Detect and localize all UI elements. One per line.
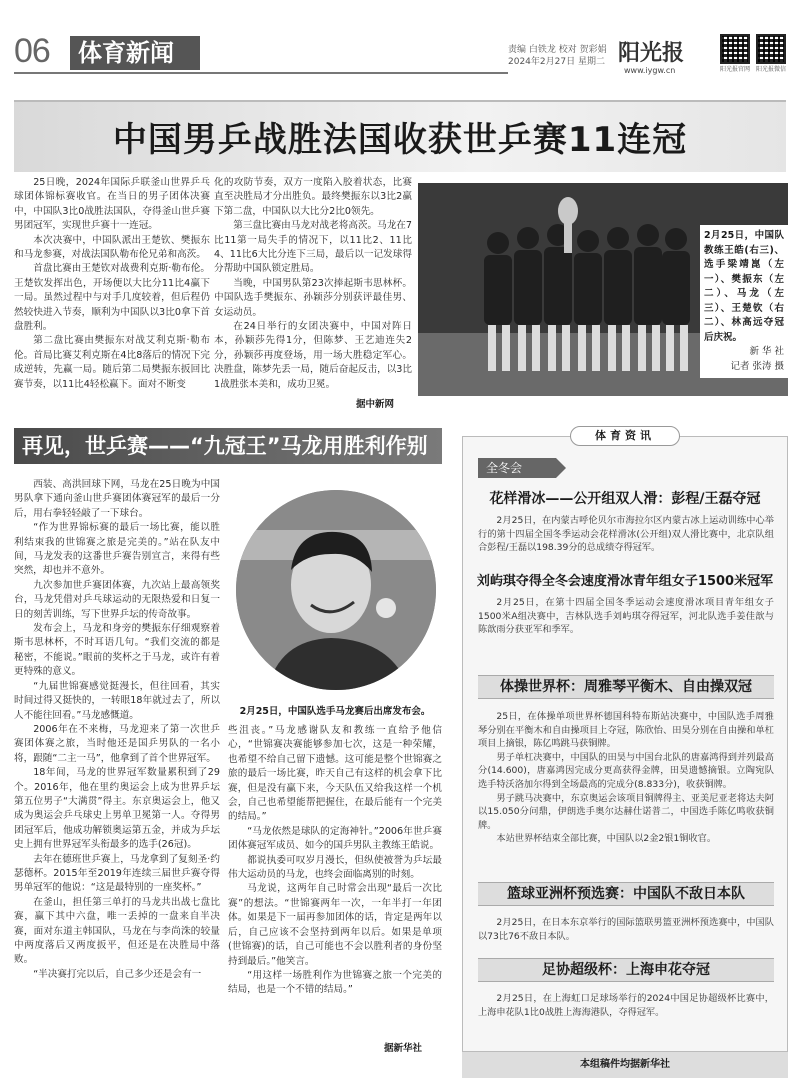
paragraph: “半决赛打完以后，自己多少还是会有一 <box>33 968 202 980</box>
photo-credit: 记者 张涛 摄 <box>730 360 784 372</box>
article2-col2 <box>228 724 442 998</box>
photo1-caption <box>700 225 788 378</box>
sports-news-title: 体育资讯 <box>570 426 680 446</box>
qr-code-icon <box>756 34 786 64</box>
paragraph: 发布会上，马龙和身旁的樊振东仔细观察着斯韦思林杯，不时耳语几句。“我们交流的都是秘密，不能说。”眼前的奖杯之于马龙，或许有着更特殊的意义。 <box>14 623 220 678</box>
paragraph: 本次决赛中，中国队派出王楚钦、樊振东和马龙参赛，对战法国队勒布伦兄弟和高茨。 <box>14 234 210 261</box>
qr-official-site[interactable] <box>720 34 750 73</box>
paragraph: 去年在德班世乒赛上，马龙拿到了复刻圣·约瑟德杯。2015年至2019年连续三届世乒赛夺得男单冠军的他说：“这是最特别的一座奖杯。” <box>14 853 220 894</box>
news-headline: 刘屿琪夺得全冬会速度滑冰青年组女子1500米冠军 <box>476 574 774 589</box>
paragraph: 25日晚，2024年国际乒联釜山世界乒乓球团体锦标赛收官。在当日的男子团体决赛中，中国队3比0战胜法国队，夺得釜山世乒赛男团冠军，实现世乒赛十一连冠。 <box>14 177 210 232</box>
paragraph: 男子跳马决赛中，东京奥运会该项目铜牌得主、亚美尼亚老将达夫阿以15.050分问鼎，伊朗选手奥尔达赫仕诺普二，中国选手陈亿鸣收获铜牌。 <box>478 792 774 831</box>
article1-credit: 据中新网 <box>356 399 395 410</box>
sidebar-footer: 本组稿件均据新华社 <box>462 1052 788 1078</box>
news-body <box>478 596 774 637</box>
paragraph: 本站世界杯结束全部比赛，中国队以2金2银1铜收官。 <box>496 833 717 845</box>
article2-title: 再见，世乒赛——“九冠王”马龙用胜利作别 <box>14 428 442 464</box>
paragraph: 男子单杠决赛中，中国队的田昊与中国台北队的唐嘉鸿得到并列最高分(14.600)，唐嘉鸿因完成分更高获得金牌，田昊遗憾摘银。立陶宛队选手特沃洛加尔得到全场最高的完成分(8.833分)，收获铜牌。 <box>478 751 774 790</box>
newspaper-url: www.iygw.cn <box>624 66 676 75</box>
article2-credit: 据新华社 <box>384 1043 423 1054</box>
news-body <box>478 514 774 555</box>
article2-col1 <box>14 478 220 982</box>
article1-title: 中国男乒战胜法国收获世乒赛11连冠 <box>112 120 688 160</box>
paragraph: 首盘比赛由王楚钦对战费利克斯·勒布伦。王楚钦发挥出色，开场便以大比分11比4赢下一局。虽然过程中与对手几度较着，但后程仍然较快进入节奏，顺利为中国队以3比0拿下首盘胜利。 <box>14 263 210 333</box>
article1-col1 <box>14 176 210 392</box>
section-title: 体育新闻 <box>70 36 200 70</box>
portrait-illustration <box>236 490 439 693</box>
qr-wechat[interactable] <box>756 34 786 73</box>
news-headline: 体操世界杯：周雅琴平衡木、自由操双冠 <box>478 675 774 699</box>
paragraph: “九届世锦赛感觉挺漫长，但往回看，其实时间过得又挺快的，一转眼18年就过去了，所以人不能往回看。”马龙感慨道。 <box>14 680 220 721</box>
paragraph: “马龙依然是球队的定海神针。”2006年世乒赛团体赛冠军成员、如今的国乒男队主教练王皓说。 <box>228 825 442 852</box>
paragraph: 2月25日，在内蒙古呼伦贝尔市海拉尔区内蒙古冰上运动训练中心举行的第十四届全国冬季运动会花样滑冰(公开组)双人滑比赛中，北京队组合彭程/王磊以198.39分的总成绩夺得冠军。 <box>478 515 774 554</box>
qr-label: 阳光报微信 <box>756 66 787 73</box>
paragraph: 第三盘比赛由马龙对战老将高茨。马龙在7比11第一局失手的情况下，以11比2、11比4、11比6大比分连下三局，最后以一记发球得分帮助中国队锁定胜局。 <box>214 220 412 275</box>
paragraph: 西装、高洪回球下网，马龙在25日晚为中国男队拿下通向釜山世乒赛团体赛冠军的最后一分后，用右拳轻轻敲了一下球台。 <box>14 479 220 519</box>
qr-code-icon <box>720 34 750 64</box>
paragraph: 第二盘比赛由樊振东对战艾利克斯·勒布伦。首局比赛艾利克斯在4比8落后的情况下完成逆转，先赢一局。随后第二局樊振东扳回比赛节奏，以11比4轻松赢下。面对不断变 <box>14 335 210 390</box>
news-headline: 足协超级杯：上海申花夺冠 <box>478 958 774 982</box>
paragraph: 2月25日，在第十四届全国冬季运动会速度滑冰项目青年组女子1500米A组决赛中，吉林队选手刘屿琪夺得冠军，河北队选手姜佳歆与陈歆雨分获亚军和季军。 <box>478 597 774 636</box>
paragraph: 九次参加世乒赛团体赛，九次站上最高领奖台，马龙凭借对乒乓球运动的无限热爱和日复一日的刻苦训练，写下世界乒坛的传奇故事。 <box>14 579 220 620</box>
paragraph: 都说执委可叹岁月漫长，但纵使被誉为乒坛最伟大运动员的马龙，也终会面临离别的时刻。 <box>228 854 442 881</box>
paragraph: “用这样一场胜利作为世锦赛之旅一个完美的结局，也是一个不错的结局。” <box>228 969 442 996</box>
paragraph: 2月25日，在上海虹口足球场举行的2024中国足协超级杯比赛中，上海申花队1比0战胜上海海港队，夺得冠军。 <box>478 993 774 1018</box>
paragraph: 些沮丧。”马龙感谢队友和教练一直给予他信心，“世锦赛决赛能够参加七次，这是一种荣耀，也希望不给自己留下遗憾。这可能是整个世锦赛之旅的最后一场比赛，昨天自己有这样的机会拿下比赛，但是没有赢下来，今天队伍又给我这样一个机会，自己也希望能帮把握住，在最后能有一个完美的结局。” <box>228 725 442 823</box>
newspaper-logo: 阳光报 <box>618 40 685 66</box>
header-rule <box>14 72 508 74</box>
paragraph: 18年间，马龙的世界冠军数量累积到了29个。2016年，他在里约奥运会上成为世界乒坛第五位男子“大满贯”得主。东京奥运会上，他又成为奥运会乒乓球史上男单卫冕第一人。夺得男团冠军后，他成功解锁奥运第五金，并成为乒坛史上拥有世界冠军头衔最多的选手(26冠)。 <box>14 767 220 851</box>
paragraph: 2月25日，在日本东京举行的国际篮联男篮亚洲杯预选赛中，中国队以73比76不敌日本队。 <box>478 917 774 942</box>
paragraph: 化的攻防节奏，双方一度陷入胶着状态，比赛直至决胜局才分出胜负。最终樊振东以3比2赢下第二盘，中国队以大比分2比0领先。 <box>214 177 412 217</box>
paragraph: 马龙说，这两年自己时常会出现“最后一次比赛”的想法。“世锦赛两年一次，一年半打一年团体。如果是下一届再参加团体的话，肯定是两年以后，自己应该不会坚持到两年以后。如果是单项(世锦赛)的话，自己可能也不会以胜利者的身份坚持到最后。”他笑言。 <box>228 883 442 967</box>
photo2-caption: 2月25日，中国队选手马龙赛后出席发布会。 <box>239 706 431 717</box>
news-body <box>478 992 774 1019</box>
photo-credit: 新 华 社 <box>749 346 784 357</box>
paragraph: 当晚，中国男队第23次捧起斯韦思林杯。中国队选手樊振东、孙颖莎分别获评最佳男、女运动员。 <box>214 277 412 318</box>
news-headline: 篮球亚洲杯预选赛：中国队不敌日本队 <box>478 882 774 906</box>
article1-col2 <box>214 176 412 392</box>
header-meta <box>508 44 607 68</box>
ma-long-portrait-photo <box>233 487 439 693</box>
news-body <box>478 710 774 846</box>
paragraph: “作为世界锦标赛的最后一场比赛，能以胜利结束我的世锦赛之旅是完美的。”站在队友中间，马龙发表的这番世乒赛告别宣言，来得有些突然，却也并不意外。 <box>14 522 220 577</box>
paragraph: 25日，在体操单项世界杯德国科特布斯站决赛中，中国队选手周雅琴分别在平衡木和自由操项目上夺冠，陈欣怡、田昊分别在自由操和单杠项目上摘银，陈亿鸣跳马获铜牌。 <box>478 711 774 750</box>
paragraph: 在釜山，担任第三单打的马龙共出战七盘比赛，赢下其中六盘，唯一丢掉的一盘来自半决赛，面对东道主韩国队，马龙在与李尚洙的较量中两度落后又两度扳平，但还是在决胜局中落败。 <box>14 896 220 966</box>
paragraph: 2006年在不来梅，马龙迎来了第一次世乒赛团体赛之旅，当时他还是国乒男队的一名小将，跟随“二主一马”，他拿到了首个世界冠军。 <box>14 723 220 764</box>
news-body <box>478 916 774 943</box>
qr-label: 阳光报官网 <box>720 66 751 73</box>
category-tag: 全冬会 <box>478 458 556 478</box>
news-headline: 花样滑冰——公开组双人滑：彭程/王磊夺冠 <box>489 491 761 507</box>
paragraph: 在24日举行的女团决赛中，中国对阵日本，孙颖莎先得1分，但陈梦、王艺迪连失2分，孙颖莎再度登场，用一场大胜稳定军心。决胜盘，陈梦先丢一局，随后奋起反击，以3比1战胜张本美和，成功卫冕。 <box>214 321 412 390</box>
editors-line: 责编 白铁龙 校对 贺彩娟 <box>508 45 607 55</box>
date-line: 2024年2月27日 星期二 <box>508 57 605 67</box>
caption-text: 2月25日，中国队教练王皓(右三)、选手梁靖崑（左一）、樊振东（左二）、马龙（左三）、王楚钦（右二）、林高远夺冠后庆祝。 <box>704 230 784 343</box>
page-number: 06 <box>14 32 50 70</box>
